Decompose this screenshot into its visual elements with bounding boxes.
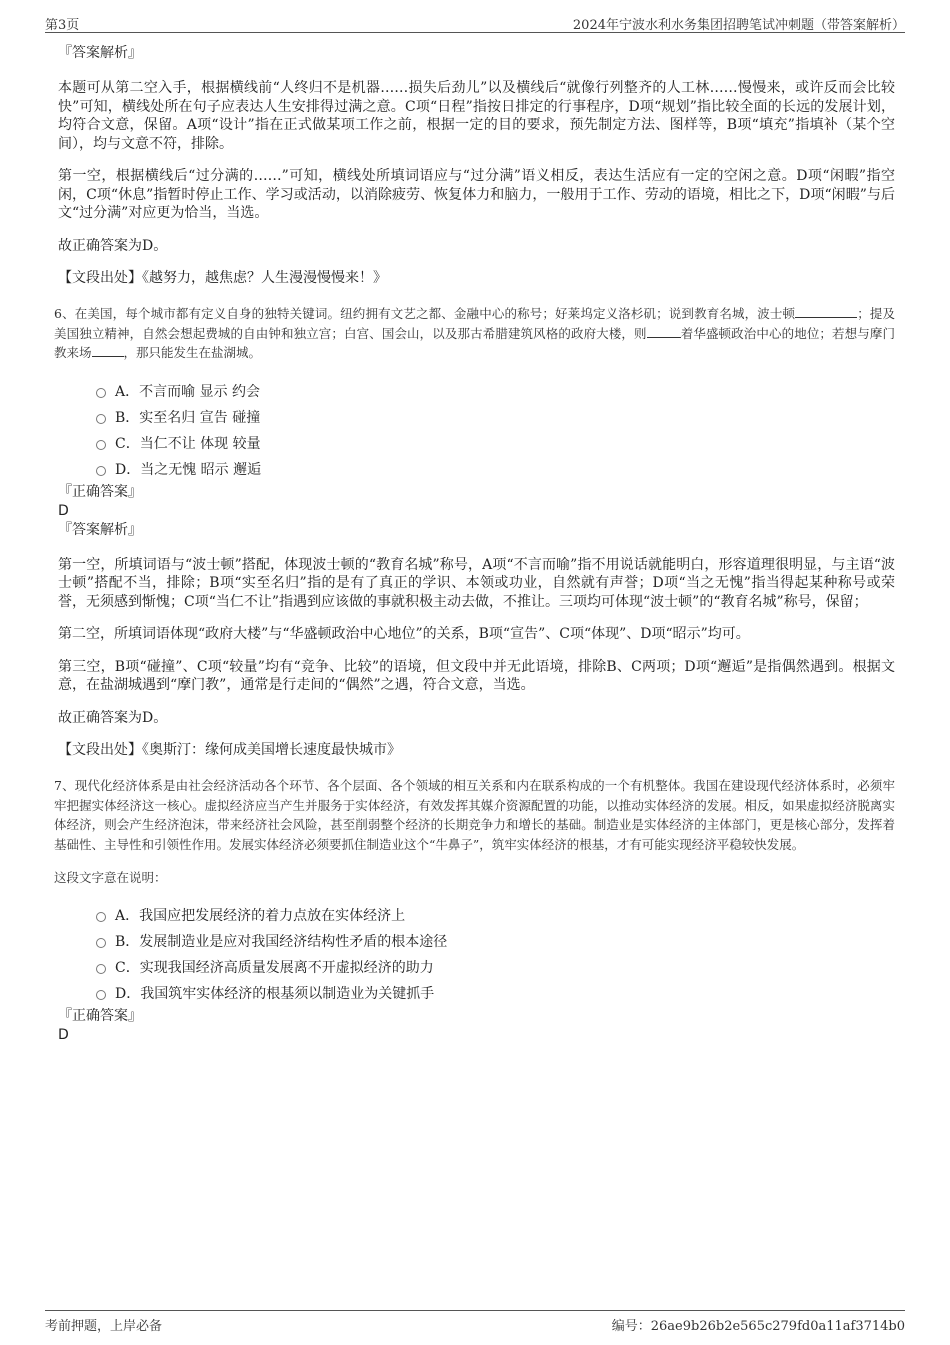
radio-icon[interactable] [96,938,106,948]
document-id: 编号：26ae9b26b2e565c279fd0a11af3714b0 [611,1319,905,1334]
analysis-paragraph: 本题可从第二空入手，根据横线前“人终归不是机器……损失后劲儿”以及横线后“就像行列整齐的人工林……慢慢来，或许反而会比较快”可知，横线处所在句子应表达人生安排得过满之意。C项“日程”指按日排定的行事程序，D项“规划”指比较全面的长远的发展计划，均符合文意，保留。A项“设计”指在正式做某项工作之前，根据一定的目的要求，预先制定方法、图样等，B项“填充”指填补（某个空间），均与文意不符，排除。 [58,80,895,152]
question-6-text: 6、在美国，每个城市都有定义自身的独特关键词。纽约拥有文艺之都、金融中心的称号；好莱坞定义洛杉矶；说到教育名城，波士顿 ；提及美国独立精神，自然会想起费城的自由钟和独立宫；白宫、国会山，以及那古希腊建筑风格的政府大楼，则 着华盛顿政治中心的地位；若想与摩门教来场 ，那只能发生在盐湖城。 [54,306,895,360]
radio-icon[interactable] [96,414,106,424]
analysis-paragraph: 第一空，根据横线后“过分满的……”可知，横线处所填词语应与“过分满”语义相反，表达生活应有一定的空闲之意。D项“闲暇”指空闲，C项“休息”指暂时停止工作、学习或活动，以消除疲劳、恢复体力和脑力，一般用于工作、劳动的语境，相比之下，D项“闲暇”与后文“过分满”对应更为恰当，当选。 [58,168,895,221]
option-a[interactable]: A．不言而喻 显示 约会 [58,379,895,405]
option-b[interactable]: B．实至名归 宣告 碰撞 [58,405,895,431]
option-b[interactable]: B．发展制造业是应对我国经济结构性矛盾的根本途径 [58,929,895,955]
analysis-paragraph: 故正确答案为D。 [58,237,168,254]
question-7-text: 7、现代化经济体系是由社会经济活动各个环节、各个层面、各个领域的相互关系和内在联系构成的一个有机整体。我国在建设现代经济体系时，必须牢牢把握实体经济这一核心。虚拟经济应当产生并服务于实体经济，有效发挥其媒介资源配置的功能，以推动实体经济的发展。相反，如果虚拟经济脱离实体经济，则会产生经济泡沫，带来经济社会风险，甚至削弱整个经济的长期竞争力和增长的基础。制造业是实体经济的主体部门，更是核心部分，发挥着基础性、主导性和引领性作用。发展实体经济必须要抓住制造业这个“牛鼻子”，筑牢实体经济的根基，才有可能实现经济平稳较快发展。 [54,778,895,852]
correct-answer-tag: 『正确答案』 [58,483,142,500]
question-7-prompt: 这段文字意在说明： [54,870,167,885]
analysis-tag: 『答案解析』 [58,45,142,61]
correct-answer-tag: 『正确答案』 [58,1008,142,1024]
blank-1 [795,305,857,318]
source-citation: 【文段出处】《越努力，越焦虑？人生漫漫慢慢来！》 [58,270,387,286]
document-title: 2024年宁波水利水务集团招聘笔试冲刺题（带答案解析） [572,18,905,33]
option-c[interactable]: C．当仁不让 体现 较量 [58,431,895,457]
page-footer [45,1310,905,1334]
analysis-paragraph: 第一空，所填词语与“波士顿”搭配，体现波士顿的“教育名城”称号，A项“不言而喻”指不用说话就能明白，形容道理很明显，与主语“波士顿”搭配不当，排除；B项“实至名归”指的是有了真正的学识、本领或功业，自然就有声誉；D项“当之无愧”指当得起某种称号或荣誉，无须感到惭愧；C项“当仁不让”指遇到应该做的事就积极主动去做，不推让。三项均可体现“波士顿”的“教育名城”称号，保留； [58,556,895,610]
page-header [45,14,905,33]
blank-2 [647,325,681,338]
analysis-paragraph: 第三空，B项“碰撞”、C项“较量”均有“竞争、比较”的语境，但文段中并无此语境，排除B、C两项；D项“邂逅”是指偶然遇到。根据文意，在盐湖城遇到“摩门教”，通常是行走间的“偶然”之遇，符合文意，当选。 [58,658,895,693]
analysis-paragraph: 故正确答案为D。 [58,709,168,726]
option-c[interactable]: C．实现我国经济高质量发展离不开虚拟经济的助力 [58,955,895,981]
option-d[interactable]: D．我国筑牢实体经济的根基须以制造业为关键抓手 [58,981,895,1007]
question-7-options [58,903,895,1007]
option-a[interactable]: A．我国应把发展经济的着力点放在实体经济上 [58,903,895,929]
correct-answer: D [58,1027,69,1043]
radio-icon[interactable] [96,912,106,922]
option-d[interactable]: D．当之无愧 昭示 邂逅 [58,457,895,483]
radio-icon[interactable] [96,990,106,1000]
page-number: 第3页 [45,18,80,33]
analysis-tag: 『答案解析』 [58,521,142,538]
source-citation: 【文段出处】《奥斯汀：缘何成美国增长速度最快城市》 [58,742,401,758]
radio-icon[interactable] [96,388,106,398]
question-6-options [58,379,895,483]
correct-answer: D [58,502,69,519]
radio-icon[interactable] [96,466,106,476]
page-content [54,44,895,1045]
radio-icon[interactable] [96,440,106,450]
footer-slogan: 考前押题，上岸必备 [45,1319,163,1334]
radio-icon[interactable] [96,964,106,974]
analysis-paragraph: 第二空，所填词语体现“政府大楼”与“华盛顿政治中心地位”的关系，B项“宣告”、C项“体现”、D项“昭示”均可。 [58,626,750,642]
blank-3 [92,344,124,357]
